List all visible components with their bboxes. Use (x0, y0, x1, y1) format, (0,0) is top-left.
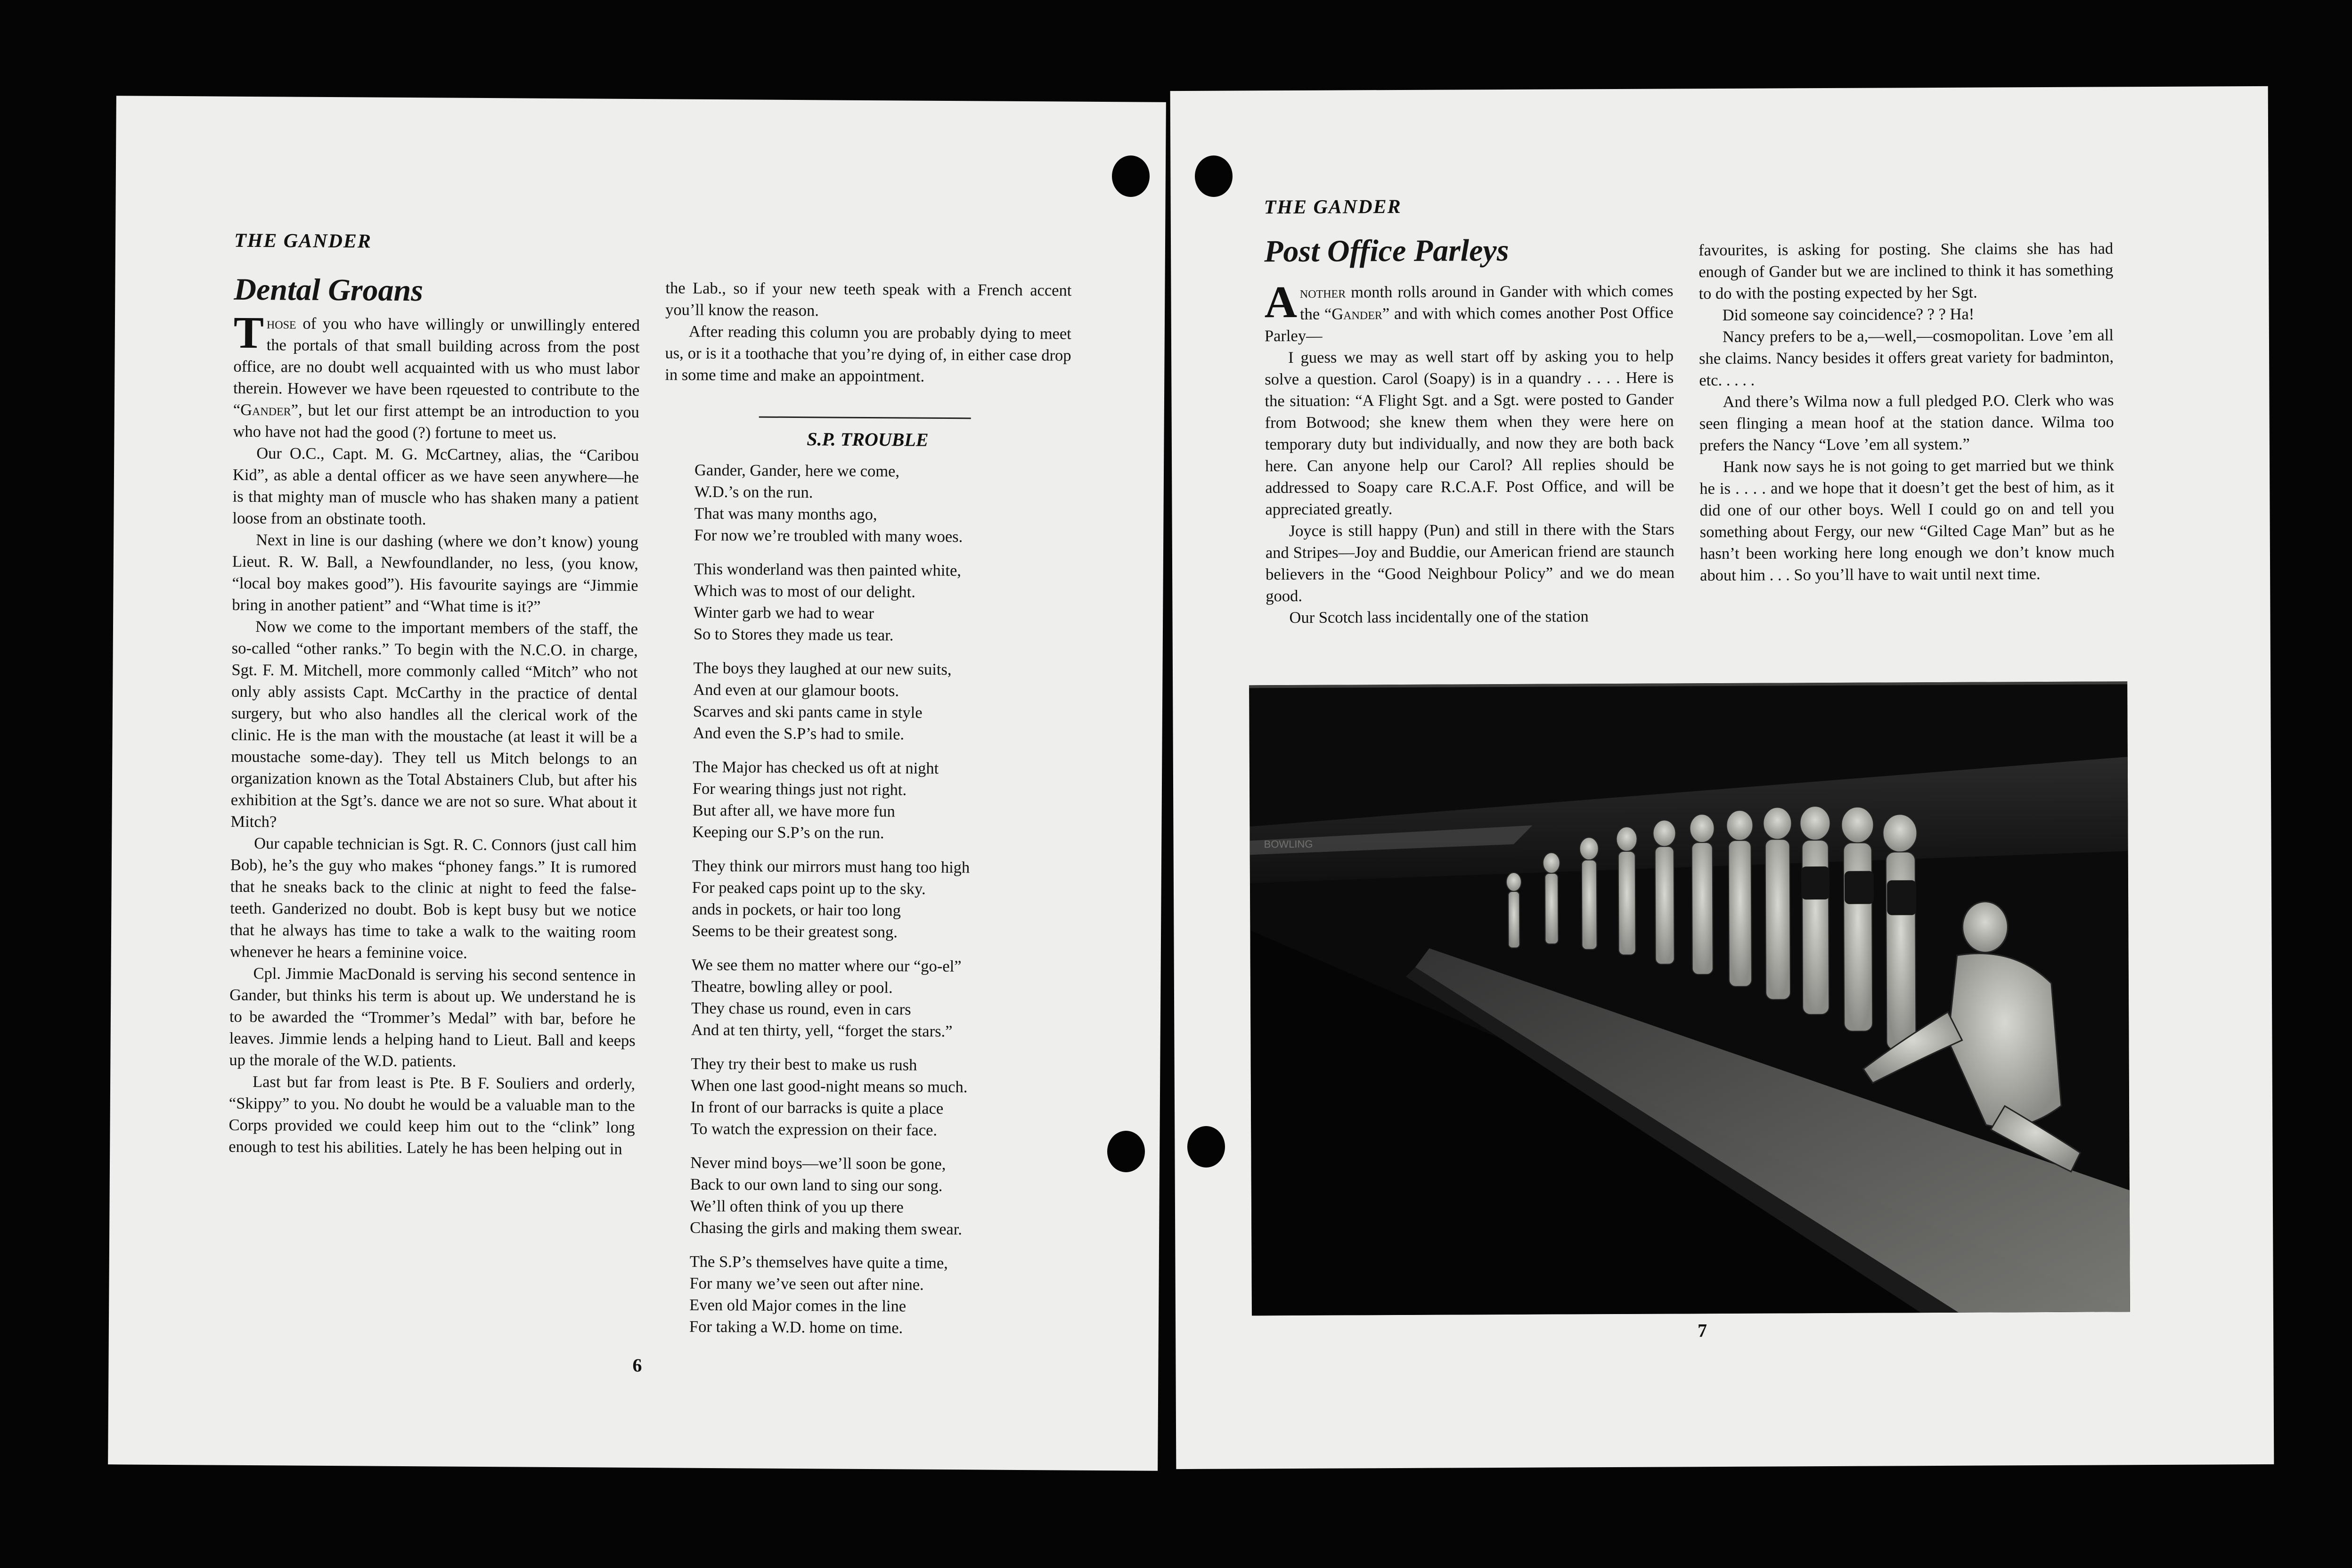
poem-line: ands in pockets, or hair too long (692, 900, 901, 920)
running-head: THE GANDER (1264, 196, 1402, 219)
poem-stanza (692, 756, 1070, 845)
poem-line: Theatre, bowling alley or pool. (691, 977, 893, 997)
binder-hole (1107, 1131, 1145, 1172)
poem-line: And at ten thirty, yell, “forget the stars.” (691, 1021, 953, 1041)
article-paragraph: Those of you who have willingly or unwillingly entered the portals of that small building across from the post office, are no doubt well acquainted with us who must labor therein. However we have been rqeuested to contribute to the “Gander”, but let our first attempt be an introduction to you who have not had the good (?) fortune to meet us. (233, 307, 640, 442)
poem-line: For many we’ve seen out after nine. (689, 1274, 924, 1294)
article-title: Post Office Parleys (1264, 233, 1509, 269)
swimming-pool-photo (1249, 681, 2130, 1315)
poem-line: Never mind boys—we’ll soon be gone, (690, 1153, 946, 1174)
poem-line: This wonderland was then painted white, (694, 560, 962, 580)
poem-line: In front of our barracks is quite a place (690, 1098, 944, 1118)
poem-line: But after all, we have more fun (692, 801, 895, 821)
article-column-right (665, 277, 1071, 388)
article-paragraph: favourites, is asking for posting. She claims she has had enough of Gander but we are inclined to think it has something to do with the posting expected by her Sgt. (1699, 239, 2114, 303)
poem-line: And even the S.P’s had to smile. (693, 724, 905, 743)
poem-stanza (690, 1053, 1068, 1142)
poem-stanza (692, 855, 1069, 944)
running-head: THE GANDER (234, 229, 372, 253)
poem-line: For now we’re troubled with many woes. (694, 526, 963, 546)
poem-line: Even old Major comes in the line (689, 1296, 906, 1315)
binder-hole (1112, 155, 1150, 197)
poem-title: S.P. TROUBLE (807, 428, 929, 450)
drop-cap: T (233, 307, 264, 358)
divider-rule (759, 416, 971, 419)
poem-line: They think our mirrors must hang too high (692, 857, 970, 877)
poem-line: Scarves and ski pants came in style (693, 702, 923, 722)
poem-line: Chasing the girls and making them swear. (690, 1218, 963, 1239)
photo-illustration (1249, 681, 2130, 1315)
poem-line: For peaked caps point up to the sky. (692, 878, 926, 898)
poem-line: Seems to be their greatest song. (691, 922, 898, 941)
article-column-right (1699, 237, 2115, 586)
poem-line: That was many months ago, (694, 504, 877, 524)
poem-line: We see them no matter where our “go-el” (691, 956, 962, 976)
poem-line: Which was to most of our delight. (694, 581, 916, 601)
poem-line: To watch the expression on their face. (690, 1119, 938, 1139)
article-paragraph: Our O.C., Capt. M. G. McCartney, alias, the “Caribou Kid”, as able a dental officer as we have seen anywhere—he is that mighty man of muscle who has shaken many a patient loose from an obstinate tooth. (232, 444, 639, 529)
left-page (108, 96, 1166, 1471)
poem-line: And even at our glamour boots. (693, 680, 899, 700)
article-paragraph: Our capable technician is Sgt. R. C. Connors (just call him Bob), he’s the guy who makes “phoney fangs.” It is rumored that he sneaks back to the clinic at night to feed the false-teeth. Ganderized no doubt. Bob is kept busy but we notice that he always has time to take a walk to the waiting room whenever he hears a feminine voice. (229, 834, 637, 962)
article-paragraph: Joyce is still happy (Pun) and still in there with the Stars and Stripes—Joy and Buddie, our American friend are staunch believers in the “Good Neighbour Policy” and we do mean good. (1265, 520, 1675, 605)
article-paragraph: Last but far from least is Pte. B F. Souliers and orderly, “Skippy” to you. No doubt he would be a valuable man to the Corps provided we could keep him out to the “clink” long enough to test his abilities. Lately he has been helping out in (229, 1073, 636, 1158)
article-paragraph: Did someone say coincidence? ? ? Ha! (1722, 305, 1975, 324)
poem-line: For wearing things just not right. (692, 779, 907, 799)
poem-line: So to Stores they made us tear. (693, 625, 894, 645)
photo-sign-text: BOWLING (1264, 838, 1313, 850)
poem-line: Back to our own land to sing our song. (690, 1175, 943, 1195)
poem-stanza (694, 558, 1071, 647)
poem-line: W.D.’s on the run. (694, 482, 813, 502)
binder-hole (1187, 1126, 1225, 1168)
poem-stanza (689, 1251, 1067, 1340)
article-paragraph: I guess we may as well start off by asking you to help solve a question. Carol (Soapy) is in a quandry . . . . Here is the situation: “A Flight Sgt. and a Sgt. were posted to Gander from Botwood; she knew them when they were here on temporary duty but individually, and now they are both back here. Can anyone help our Carol? All replies should be addressed to Soapy care R.C.A.F. Post Office, and will be appreciated greatly. (1265, 347, 1674, 519)
poem-line: We’ll often think of you up there (690, 1197, 904, 1217)
article-paragraph: After reading this column you are probably dying to meet us, or is it a toothache that you’re dying of, in either case drop in some time and make an appointment. (665, 322, 1071, 385)
poem-line: They chase us round, even in cars (691, 999, 911, 1019)
page-number: 6 (632, 1354, 642, 1376)
poem-line: Winter garb we had to wear (694, 603, 874, 623)
poem-line: They try their best to make us rush (691, 1054, 917, 1074)
poem-line: For taking a W.D. home on time. (689, 1317, 903, 1337)
poem-line: When one last good-night means so much. (690, 1076, 968, 1096)
article-paragraph: Now we come to the important members of the staff, the so-called “other ranks.” To begin with the N.C.O. in charge, Sgt. F. M. Mitchell, more commonly called “Mitch” who not only ably assists Capt. McCarthy in the practice of dental surgery, but who also handles all the clerical work of the clinic. He is the man with the moustache (at least it will be a moustache some-day). They tell us Mitch belongs to an organization known as the Total Abstainers Club, but after his exhibition at the Sgt’s. dance we are not so sure. What about it Mitch? (230, 618, 638, 831)
poem (689, 459, 1072, 1352)
article-paragraph: Another month rolls around in Gander with which comes the “Gander” and with which comes another Post Office Parley— (1264, 276, 1674, 345)
article-title: Dental Groans (234, 272, 424, 308)
article-paragraph: Our Scotch lass incidentally one of the station (1289, 607, 1589, 627)
article-column-left (229, 307, 640, 1160)
poem-line: Keeping our S.P’s on the run. (692, 823, 884, 842)
poem-stanza (691, 954, 1069, 1043)
poem-line: The S.P’s themselves have quite a time, (689, 1252, 948, 1273)
poem-stanza (690, 1152, 1067, 1241)
right-page (1170, 86, 2274, 1469)
article-paragraph: Next in line is our dashing (where we don’t know) young Lieut. R. W. Ball, a Newfoundlander, no less, (you know, “local boy makes good”). His favourite sayings are “Jimmie bring in another patient” and “What time is it?” (232, 531, 639, 616)
page-number: 7 (1698, 1320, 1707, 1341)
article-column-left (1264, 276, 1675, 629)
poem-stanza (693, 657, 1070, 746)
binder-hole (1195, 155, 1233, 197)
drop-cap: A (1264, 276, 1298, 327)
poem-line: The Major has checked us oft at night (693, 758, 939, 777)
article-paragraph: the Lab., so if your new teeth speak with a French accent you’ll know the reason. (665, 279, 1072, 320)
article-paragraph: Hank now says he is not going to get married but we think he is . . . . and we hope that it doesn’t get the best of him, as it did one of our other boys. Well I could go on and tell you something about Fergy, our new “Gilted Cage Man” but as he hasn’t been working here long enough we don’t know much about him . . . So you’ll have to wait until next time. (1699, 456, 2115, 585)
article-paragraph: And there’s Wilma now a full pledged P.O. Clerk who was seen flinging a mean hoof at the station dance. Wilma too prefers the Nancy “Love ’em all system.” (1699, 391, 2114, 455)
poem-line: Gander, Gander, here we come, (694, 461, 900, 481)
poem-line: The boys they laughed at our new suits, (693, 659, 952, 679)
article-paragraph: Nancy prefers to be a,—well,—cosmopolitan. Love ’em all she claims. Nancy besides it offers great variety for badminton, etc. . . . . (1699, 326, 2114, 390)
poem-stanza (694, 459, 1071, 548)
article-paragraph: Cpl. Jimmie MacDonald is serving his second sentence in Gander, but thinks his term is about up. We understand he is to be awarded the “Trommer’s Medal” with bar, before he leaves. Jimmie lends a helping hand to Lieut. Ball and keeps up the morale of the W.D. patients. (229, 964, 636, 1070)
